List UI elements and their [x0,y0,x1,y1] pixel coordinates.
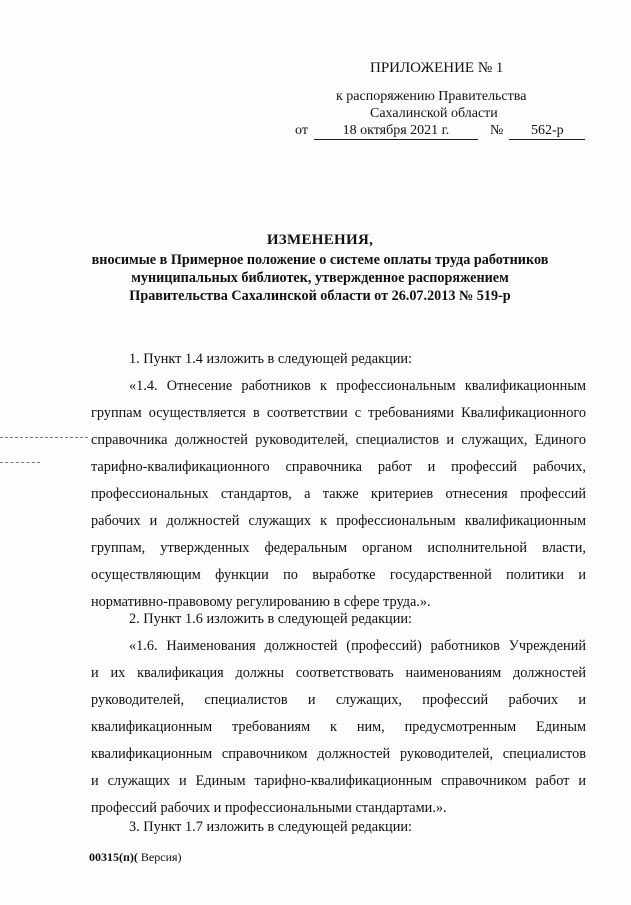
footer-code: 00315(п)( [89,850,138,864]
document-footer-code [89,850,182,865]
paragraph-line: справочника должностей руководителей, специалистов и служащих, Единого [91,432,586,448]
paragraph-line: группам, утвержденных федеральным органом исполнительной власти, [91,540,586,556]
paragraph-line: «1.4. Отнесение работников к профессиональным квалификационным [129,378,586,394]
document-subtitle-line: Правительства Сахалинской области от 26.07.2013 № 519-р [129,288,511,304]
paragraph-line: группам осуществляется в соответствии с требованиями Квалификационного [91,405,586,421]
annex-title: ПРИЛОЖЕНИЕ № 1 [370,60,504,76]
margin-scan-mark [0,462,40,463]
document-subtitle-line: муниципальных библиотек, утвержденное распоряжением [131,270,509,286]
order-reference-line1: к распоряжению Правительства [336,89,527,104]
paragraph-line: тарифно-квалификационного справочника работ и профессий рабочих, [91,459,586,475]
paragraph-line: рабочих и должностей служащих к профессиональным квалификационным [91,513,586,529]
order-date-line [295,123,585,140]
paragraph-line: профессиональных стандартов, а также критериев отнесения профессий [91,486,586,502]
paragraph-line: «1.6. Наименования должностей (профессий) работников Учреждений [129,638,586,654]
order-reference-line2: Сахалинской области [370,106,498,121]
paragraph-line: квалификационным требованиям к ним, предусмотренным Единым [91,719,586,735]
paragraph-line: квалификационным справочником должностей руководителей, специалистов [91,746,586,762]
paragraph-line: 3. Пункт 1.7 изложить в следующей редакции: [129,819,412,835]
margin-scan-mark [0,437,88,438]
paragraph-line: и их квалификация должны соответствовать наименованиям должностей [91,665,586,681]
number-sign: № [489,123,504,138]
paragraph-line: осуществляющим функции по выработке государственной политики и [91,567,586,583]
paragraph-line: 1. Пункт 1.4 изложить в следующей редакции: [129,351,412,367]
document-title: ИЗМЕНЕНИЯ, [266,232,374,248]
paragraph-line: 2. Пункт 1.6 изложить в следующей редакции: [129,611,412,627]
order-number: 562-р [509,123,585,140]
footer-version: Версия) [137,850,182,864]
paragraph-line: нормативно-правовому регулированию в сфере труда.». [91,594,431,610]
from-label: от [295,123,308,138]
paragraph-line: руководителей, специалистов и служащих, профессий рабочих и [91,692,586,708]
paragraph-line: и служащих и Единым тарифно-квалификационным справочником работ и [91,773,586,789]
document-subtitle-line: вносимые в Примерное положение о системе оплаты труда работников [91,252,549,268]
paragraph-line: профессий рабочих и профессиональными стандартами.». [91,800,447,816]
order-date: 18 октября 2021 г. [314,123,478,140]
